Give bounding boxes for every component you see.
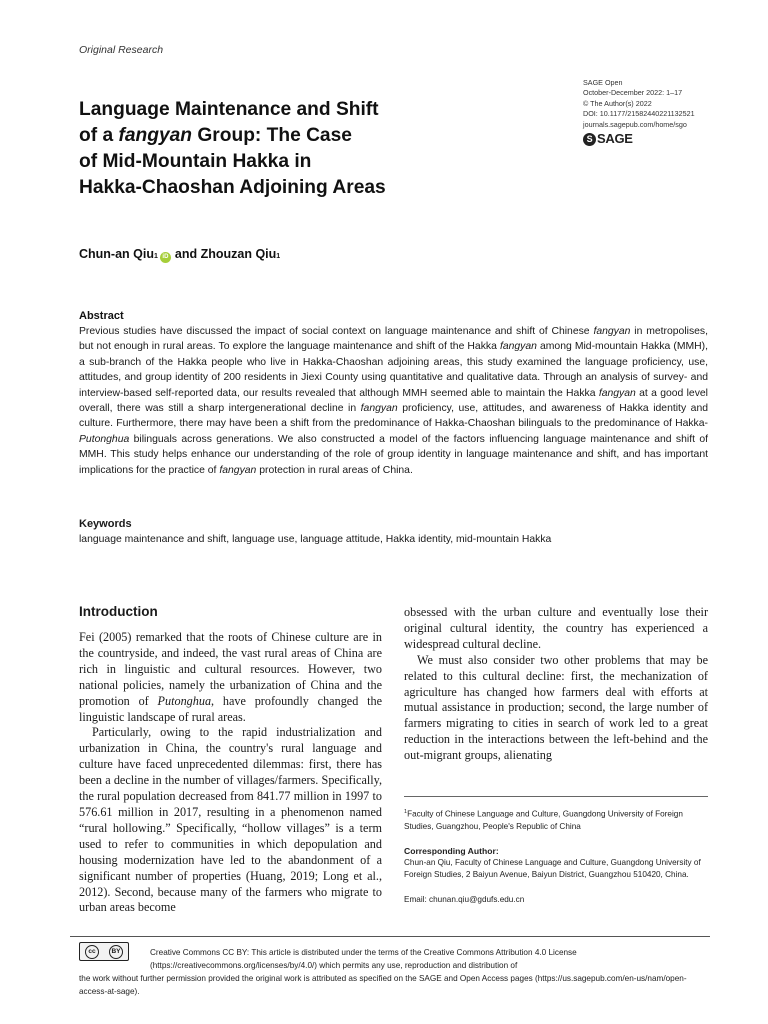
journal-doi[interactable]: DOI: 10.1177/21582440221132521 bbox=[583, 109, 695, 119]
title-line-2-em: fangyan bbox=[118, 125, 193, 146]
journal-url[interactable]: journals.sagepub.com/home/sgo bbox=[583, 119, 687, 129]
intro-paragraph-3: We must also consider two other problems that may be related to this cultural decline: first, the mechanization of agriculture has changed how farmers deal with efforts at mutual assistance in production; second, the large number of farmers migrating to cities in search of work led to a great reduction in the interactions between the left-behind and the out-migrant groups, alienating bbox=[404, 652, 708, 763]
cc-by-badge[interactable] bbox=[79, 942, 129, 961]
intro-paragraph-continued: obsessed with the urban culture and eventually lose their original cultural identity, the country has experienced a widespread cultural decline. bbox=[404, 605, 708, 651]
keywords-text: language maintenance and shift, language use, language attitude, Hakka identity, mid-mountain Hakka bbox=[79, 534, 552, 545]
corresponding-author-heading: Corresponding Author: bbox=[404, 846, 499, 856]
author-1-affiliation: 1 bbox=[154, 253, 158, 260]
sage-logo-text: SAGE bbox=[597, 131, 633, 147]
intro-paragraph-2: Particularly, owing to the rapid industrialization and urbanization in China, the country's rural language and culture have faced unprecedented dilemmas: first, there has been a decline in the number of villages/farmers. Specifically, the rural population decreased from 841.77 million in 1997 to 576.61 million in 2017, resulting in a phenomenon named “rural hollowing.” Specifically, “hollow villages” is a term used to refer to communities in which depopulation and housing modernization have led to the abandonment of a significant number of properties (Huang, 2019; Long et al., 2012). Second, because many of the farmers who migrate to urban areas become bbox=[79, 725, 382, 915]
journal-issue: October-December 2022: 1–17 bbox=[583, 88, 683, 98]
journal-meta bbox=[583, 78, 753, 146]
license-divider bbox=[70, 936, 710, 937]
introduction-heading: Introduction bbox=[79, 604, 158, 619]
section-label: Original Research bbox=[79, 44, 164, 56]
corresponding-author-email[interactable]: Email: chunan.qiu@gdufs.edu.cn bbox=[404, 895, 525, 904]
journal-name: SAGE Open bbox=[583, 78, 623, 87]
title-line-2-post: Group: The Case bbox=[192, 125, 352, 146]
keywords-heading: Keywords bbox=[79, 518, 132, 530]
sage-logo-icon: S bbox=[583, 133, 596, 146]
intro-paragraph-1: Fei (2005) remarked that the roots of Chinese culture are in the countryside, and indeed, the vast rural areas of China are rich in linguistic and cultural resources. However, two national policies, namely the urbanization of China and the promotion of Putonghua, have profoundly changed the linguistic landscape of rural areas. bbox=[79, 630, 382, 724]
orcid-icon[interactable]: iD bbox=[160, 252, 171, 263]
abstract-text: Previous studies have discussed the impact of social context on language maintenance and shift of Chinese fangyan in metropolises, but not enough in rural areas. To explore the language maintenance and shift of the Hakka fangyan among Mid-mountain Hakka (MMH), a sub-branch of the Hakka people who live in Hakka-Chaoshan adjoining areas, this study examined the language proficiency, use, attitudes, and group identity of 200 residents in Jiexi County using quantitative and qualitative data. Through an analysis of survey- and interview-based self-reported data, our results revealed that although MMH seemed able to maintain the Hakka fangyan at a good level overall, there was still a sharp intergenerational decline in fangyan proficiency, use, attitudes, and awareness of Hakka identity and culture. Furthermore, there may have been a shift from the predominance of Hakka-Chaoshan bilinguals to the predominance of Hakka-Putonghua bilinguals across generations. We also constructed a model of the factors influencing language maintenance and shift of MMH. This study helps enhance our understanding of the role of group identity in language maintenance and shift, and has important implications for the practice of fangyan protection in rural areas of China. bbox=[79, 326, 709, 476]
body-column-left bbox=[79, 630, 382, 916]
by-icon: BY bbox=[109, 945, 123, 959]
title-line-1: Language Maintenance and Shift bbox=[79, 99, 379, 120]
author-list bbox=[79, 247, 280, 263]
author-1[interactable]: Chun-an Qiu bbox=[79, 247, 154, 261]
cc-icon: cc bbox=[85, 945, 99, 959]
journal-copyright: © The Author(s) 2022 bbox=[583, 98, 652, 108]
title-line-4: Hakka-Chaoshan Adjoining Areas bbox=[79, 177, 386, 198]
abstract-heading: Abstract bbox=[79, 310, 124, 322]
affiliation-footnote: $^1$Faculty of Chinese Language and Culture, Guangdong University of Foreign Studies, Guangzhou, People's Republic of China bbox=[404, 809, 683, 832]
title-line-2-pre: of a bbox=[79, 125, 119, 146]
author-connector[interactable]: and Zhouzan Qiu bbox=[174, 247, 277, 261]
title-line-3: of Mid-Mountain Hakka in bbox=[79, 151, 312, 172]
footnote-divider bbox=[404, 796, 708, 797]
license-text-2: the work without further permission provided the original work is attributed as specified on the SAGE and Open Access pages (https://us.sagepub.com/en-us/nam/open-access-at-sage). bbox=[79, 974, 687, 997]
body-column-right bbox=[404, 605, 708, 764]
license-text-1: Creative Commons CC BY: This article is distributed under the terms of the Creative Commons Attribution 4.0 License (https://creativecommons.org/licenses/by/4.0/) which permits any use, reproduction and distribution of bbox=[150, 948, 577, 971]
article-title bbox=[79, 97, 499, 201]
sage-logo bbox=[583, 133, 753, 146]
author-2-affiliation: 1 bbox=[276, 253, 281, 260]
corresponding-author-text: Chun-an Qiu, Faculty of Chinese Language and Culture, Guangdong University of Foreign Studies, 2 Baiyun Avenue, Baiyun District, Guangzhou 510420, China. bbox=[404, 858, 701, 880]
